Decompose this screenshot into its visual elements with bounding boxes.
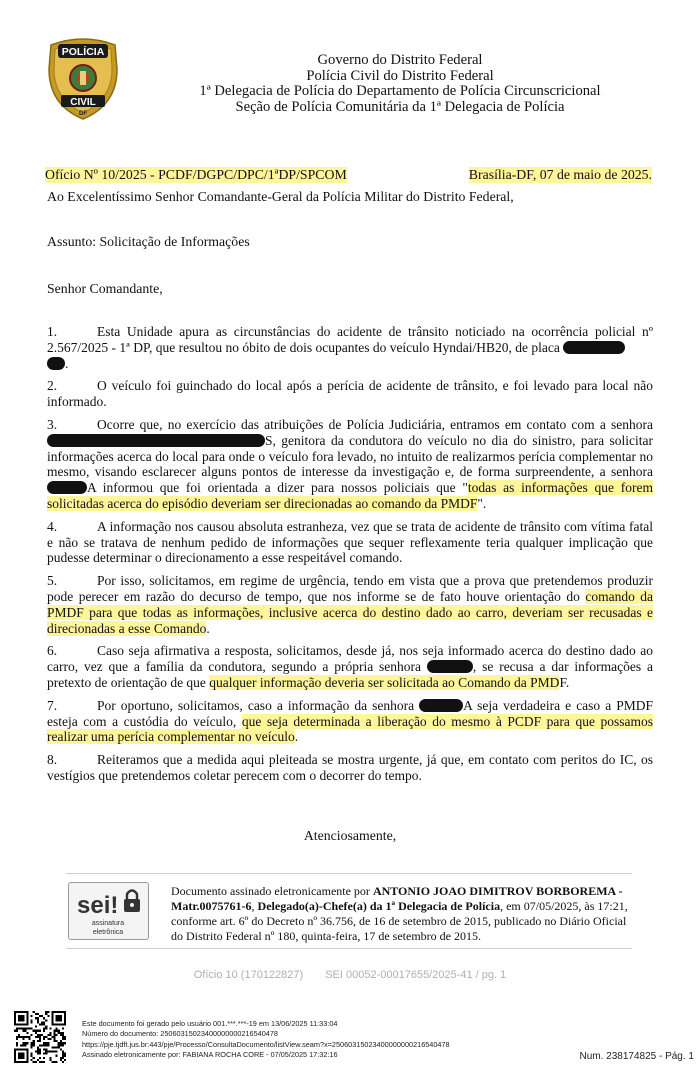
- paragraph-text: Por oportuno, solicitamos, caso a informação da senhora: [97, 697, 420, 713]
- redacted-name: [419, 699, 463, 712]
- paragraph-text: A informação nos causou absoluta estranheza, vez que se trata de acidente de trânsito com vítima fatal e não se tratava de nenhum pedido de informações que sequer reflexamente teria qualquer implicação que pudesse determinar o direcionamento a esse respeitável comando.: [47, 518, 653, 566]
- paragraph-3: [47, 417, 653, 512]
- signer-role: Delegado(a)-Chefe(a) da 1ª Delegacia de Polícia: [257, 899, 501, 913]
- paragraph-6: [47, 643, 653, 690]
- paragraph-8: [47, 752, 653, 784]
- paragraph-number: 3.: [47, 416, 58, 432]
- highlighted-text: comando da PMDF para que todas as informações, inclusive acerca do destino dado ao carro, deveriam ser recusadas e direcionadas a esse Comando: [47, 588, 654, 636]
- sei-footer: [0, 969, 700, 981]
- sei-signature-logo: [68, 882, 149, 940]
- paragraph-text: F.: [559, 674, 570, 690]
- paragraph-text: Ocorre que, no exercício das atribuições de Polícia Judiciária, entramos em contato com a senhora: [97, 416, 653, 432]
- paragraph-number: 8.: [47, 752, 58, 768]
- policia-civil-badge-logo: [45, 35, 121, 121]
- oficio-number: Ofício Nº 10/2025 - PCDF/DGPC/DPC/1ªDP/SPCOM: [45, 167, 347, 182]
- qr-code: [14, 1011, 66, 1063]
- redacted-name: [427, 660, 473, 673]
- document-body: [47, 324, 653, 791]
- closing: Atenciosamente,: [303, 828, 397, 843]
- paragraph-5: [47, 573, 653, 636]
- redacted-plate: [47, 357, 65, 370]
- pje-footer-line: Número do documento: 25060315023400000000216540478: [82, 1029, 278, 1039]
- subject-line: Assunto: Solicitação de Informações: [47, 234, 250, 249]
- highlighted-text: todas as informações que forem solicitadas acerca do episódio deveriam ser direcionadas ao comando da PMDF: [47, 480, 653, 511]
- paragraph-text: .: [294, 729, 299, 745]
- header-line-2: Polícia Civil do Distrito Federal: [306, 67, 494, 84]
- sei-logo-sub1: assinatura: [91, 920, 125, 927]
- paragraph-text: Por isso, solicitamos, em regime de urgência, tendo em vista que a prova que pretendemos produzir pode perecer em razão do decurso de tempo, que nos informe se de fato houve orientação do: [47, 573, 653, 604]
- redacted-name: [47, 434, 265, 447]
- paragraph-number: 1.: [47, 324, 58, 339]
- paragraph-number: 4.: [47, 518, 58, 534]
- header-line-4: Seção de Polícia Comunitária da 1ª Delegacia de Polícia: [235, 98, 565, 115]
- paragraph-text: .: [206, 620, 210, 636]
- pje-footer-line: https://pje.tjdft.jus.br:443/pje/Processo/ConsultaDocumento/listView.seam?x=25060315023400000000216540478: [82, 1039, 450, 1049]
- paragraph-text: O veículo foi guinchado do local após a perícia de acidente de trânsito, e foi levado para local não informado.: [47, 378, 653, 410]
- paragraph-number: 6.: [47, 643, 58, 659]
- paragraph-text: Esta Unidade apura as circunstâncias do acidente de trânsito noticiado na ocorrência policial nº 2.567/2025 - 1ª DP, que resultou no óbito de dois ocupantes do veículo Hyndai/HB20, de placa: [47, 324, 653, 355]
- sei-process-ref: SEI 00052-00017655/2025-41 / pg. 1: [325, 969, 507, 981]
- paragraph-number: 2.: [47, 378, 58, 394]
- page-number: Num. 238174825 - Pág. 1: [579, 1051, 694, 1062]
- signature-text: [171, 884, 631, 944]
- paragraph-text: S, genitora da condutora do veículo no dia do sinistro, para solicitar informações acerca do local para onde o veículo fora levado, no intuito de realizarmos perícia complementar no mesmo, visando esclarecer alguns pontos de interesse da investigação e, de forma surpreendente, a senhora: [47, 432, 653, 480]
- paragraph-text: , se recusa a dar informações a pretexto de orientação de que: [47, 659, 653, 690]
- paragraph-text: Caso seja afirmativa a resposta, solicitamos, desde já, nos seja informado acerca do destino dado ao carro, vez que a família da condutora, segundo a própria senhora: [47, 643, 653, 675]
- signature-text-part: Documento assinado eletronicamente por: [171, 884, 373, 898]
- paragraph-4: [47, 519, 653, 566]
- recipient: Ao Excelentíssimo Senhor Comandante-Geral da Polícia Militar do Distrito Federal,: [47, 189, 514, 204]
- highlighted-text: qualquer informação deveria ser solicitada ao Comando da PMD: [209, 674, 560, 690]
- paragraph-2: [47, 378, 653, 410]
- sei-logo-sub2: eletrônica: [92, 929, 124, 936]
- header-line-3: 1ª Delegacia de Polícia do Departamento de Polícia Circunscricional: [199, 83, 601, 100]
- badge-bottom-text: CIVIL: [70, 97, 96, 108]
- paragraph-text: Reiteramos que a medida aqui pleiteada se mostra urgente, já que, em contato com peritos do IC, os vestígios que pretendemos coletar perecem com o decorrer do tempo.: [47, 752, 653, 783]
- paragraph-number: 5.: [47, 573, 58, 589]
- pje-footer: [82, 1019, 450, 1061]
- redacted-plate: [563, 341, 625, 354]
- document-date: Brasília-DF, 07 de maio de 2025.: [468, 167, 652, 182]
- paragraph-number: 7.: [47, 697, 58, 713]
- signature-text-part: ,: [251, 899, 258, 913]
- highlighted-text: que seja determinada a liberação do mesmo à PCDF para que possamos realizar uma perícia complementar no veículo: [47, 713, 653, 745]
- paragraph-text: A seja verdadeira e caso a PMDF esteja com a custódia do veículo,: [47, 697, 653, 729]
- sei-logo-text: sei!: [77, 892, 119, 919]
- header-line-1: Governo do Distrito Federal: [317, 52, 483, 68]
- paragraph-text: ".: [477, 495, 487, 511]
- signature-divider: [66, 873, 632, 874]
- badge-df-text: DF: [79, 111, 87, 117]
- salutation: Senhor Comandante,: [47, 281, 163, 296]
- document-header: [130, 53, 670, 115]
- pje-footer-line: Este documento foi gerado pelo usuário 001.***.***-19 em 13/06/2025 11:33:04: [82, 1019, 338, 1028]
- sei-document-ref: Ofício 10 (170122827): [193, 969, 304, 981]
- pje-footer-line: Assinado eletronicamente por: FABIANA ROCHA CORE - 07/05/2025 17:32:16: [82, 1050, 338, 1060]
- paragraph-text: .: [65, 355, 69, 371]
- paragraph-7: [47, 698, 653, 745]
- badge-top-text: POLÍCIA: [61, 46, 105, 58]
- paragraph-1: [47, 324, 653, 371]
- signature-divider: [66, 948, 632, 949]
- redacted-name: [47, 481, 87, 494]
- signature-text-part: , em 07/05/2025, às 17:21, conforme art. 6º do Decreto nº 36.756, de 16 de setembro de 2015, publicado no Diário Oficial do Distrito Federal nº 180, quinta-feira, 17 de setembro de 2015.: [171, 899, 628, 943]
- signer-name: ANTONIO JOAO DIMITROV BORBOREMA - Matr.0075761-6: [171, 884, 623, 913]
- paragraph-text: A informou que foi orientada a dizer para nossos policiais que ": [87, 480, 468, 496]
